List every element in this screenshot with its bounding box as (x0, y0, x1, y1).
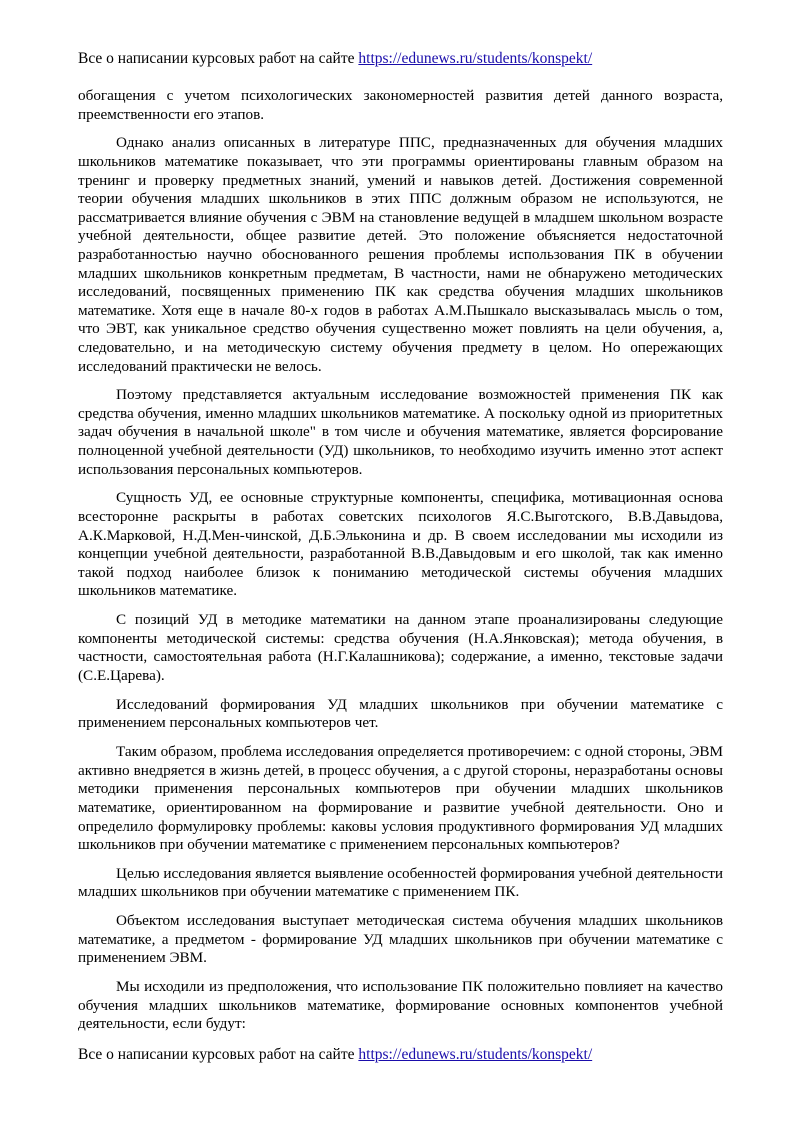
paragraph-2: Однако анализ описанных в литературе ППС, предназначенных для обучения младших школьников математике показывает, что эти программы ориентированы главным образом на тренинг и проверку предметных знаний, умений и навыков детей. Достижения современной теории обучения младших школьников в этих ППС должным образом не используются, не рассматривается влияние обучения с ЭВМ на становление ведущей в младшем школьном возрасте учебной деятельности, общее развитие детей. Это положение объясняется недостаточной разработанностью научно обоснованного решения проблемы использования ПК в обучении младших школьников конкретным предметам, В частности, нами не обнаружено методических исследований, посвященных применению ПК как средства обучения младших школьников математике. Хотя еще в начале 80-х годов в работах А.М.Пышкало высказывалась мысль о том, что ЭВТ, как уникальное средство обучения существенно может повлиять на цели обучения, а, следовательно, и на методическую систему обучения предмету в целом. Но опережающих исследований практически не велось. (78, 134, 723, 375)
page-header (78, 50, 592, 68)
paragraph-8: Целью исследования является выявление особенностей формирования учебной деятельности младших школьников при обучении математике с применением ПК. (78, 864, 723, 901)
paragraph-6: Исследований формирования УД младших школьников при обучении математике с применением персональных компьютеров чет. (78, 695, 723, 732)
paragraph-5: С позиций УД в методике математики на данном этапе проанализированы следующие компоненты методической системы: средства обучения (Н.А.Янковская); метода обучения, в частности, самостоятельная работа (Н.Г.Калашникова); содержание, а именно, текстовые задачи (С.Е.Царева). (78, 611, 723, 684)
paragraph-10: Мы исходили из предположения, что использование ПК положительно повлияет на качество обучения младших школьников математике, формирование основных компонентов учебной деятельности, если будут: (78, 978, 723, 1033)
paragraph-9: Объектом исследования выступает методическая система обучения младших школьников математике, а предметом - формирование УД младших школьников при обучении математике с применением ЭВМ. (78, 912, 723, 967)
footer-text: Все о написании курсовых работ на сайте (78, 1046, 359, 1063)
page-footer (78, 1046, 592, 1064)
paragraph-1: обогащения с учетом психологических закономерностей развития детей данного возраста, преемственности его этапов. (78, 87, 723, 123)
paragraph-4: Сущность УД, ее основные структурные компоненты, специфика, мотивационная основа всесторонне раскрыты в работах советских психологов Я.С.Выготского, В.В.Давыдова, А.К.Марковой, Н.Д.Мен-чинской, Д.Б.Эльконина и др. В своем исследовании мы исходили из концепции учебной деятельности, разработанной В.В.Давыдовым и его школой, так как именно такой подход наиболее близок к пониманию методической системы обучения младших школьников математике. (78, 489, 723, 600)
document-body (78, 87, 723, 1044)
footer-link[interactable]: https://edunews.ru/students/konspekt/ (358, 1046, 593, 1063)
header-link[interactable]: https://edunews.ru/students/konspekt/ (358, 50, 593, 67)
header-text: Все о написании курсовых работ на сайте (78, 50, 359, 67)
paragraph-3: Поэтому представляется актуальным исследование возможностей применения ПК как средства обучения, именно младших школьников математике. А поскольку одной из приоритетных задач обучения в начальной школе" в том числе и обучения математике, является форсирование полноценной учебной деятельности (УД) школьников, то необходимо изучить именно этот аспект использования персональных компьютеров. (78, 386, 723, 478)
paragraph-7: Таким образом, проблема исследования определяется противоречием: с одной стороны, ЭВМ активно внедряется в жизнь детей, в процесс обучения, а с другой стороны, неразработаны основы методики применения персональных компьютеров при обучении младших школьников математике, ориентированном на формирование и развитие учебной деятельности. Оно и определило формулировку проблемы: каковы условия продуктивного формирования УД младших школьников при обучении математике с применением персональных компьютеров? (78, 743, 723, 854)
